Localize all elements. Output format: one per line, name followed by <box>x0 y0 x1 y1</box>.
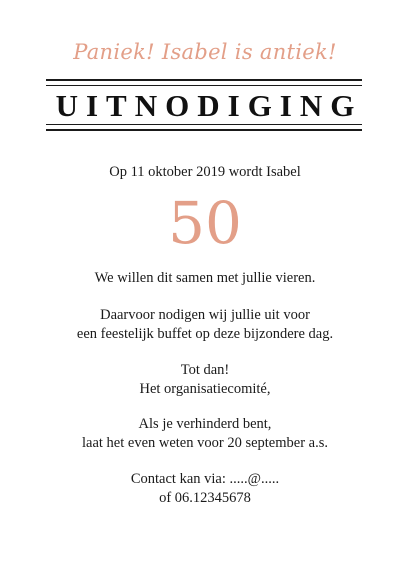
invite-text-line-2: een feestelijk buffet op deze bijzondere dag. <box>76 326 334 342</box>
closing-text-line-2: Het organisatiecomité, <box>139 381 271 397</box>
invite-text-line-1: Daarvoor nodigen wij jullie uit voor <box>100 307 310 323</box>
rsvp-text-line-2: laat het even weten voor 20 september a.s. <box>81 435 328 451</box>
contact-text-line-1: Contact kan via: .....@..... <box>130 471 280 487</box>
celebrate-text: We willen dit samen met jullie vieren. <box>94 270 316 286</box>
intro-text: Op 11 oktober 2019 wordt Isabel <box>109 164 301 180</box>
age-number: 50 <box>168 189 242 257</box>
closing-text-line-1: Tot dan! <box>180 362 230 378</box>
contact-text-line-2: of 06.12345678 <box>159 490 251 506</box>
top-rule-thin <box>46 85 362 86</box>
top-rule-thick <box>46 79 362 81</box>
bottom-rule-thick <box>46 129 362 131</box>
page-title: UITNODIGING <box>55 88 363 123</box>
tagline: Paniek! Isabel is antiek! <box>73 40 337 64</box>
rsvp-text-line-1: Als je verhinderd bent, <box>138 416 272 432</box>
bottom-rule-thin <box>46 124 362 125</box>
